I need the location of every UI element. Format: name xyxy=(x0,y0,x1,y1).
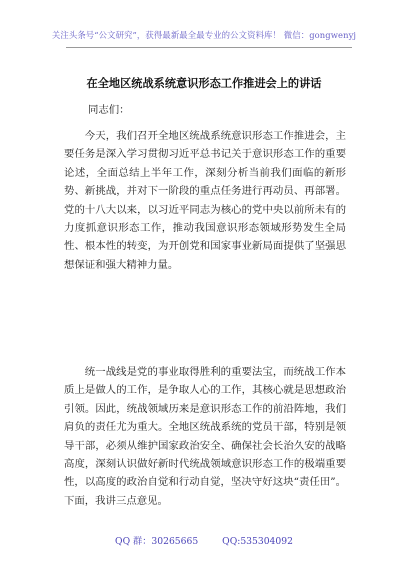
header-divider xyxy=(66,47,352,48)
paragraph-2: 统一战线是党的事业取得胜利的重要法宝，而统战工作本质上是做人的工作，是争取人心的工作，其核心就是思想政治引领。因此，统战领域历来是意识形态工作的前沿阵地，我们肩负的责任尤为重大。全地区统战系统的党员干部，特别是领导干部，必须从维护国家政治安全、确保社会长治久安的战略高度，深刻认识做好新时代统战领域意识形态工作的极端重要性，以高度的政治自觉和行动自觉，坚决守好这块“责任田”。下面，我讲三点意见。 xyxy=(64,366,346,507)
salutation: 同志们： xyxy=(88,104,130,116)
footer-qq-group: QQ 群：30265665 xyxy=(115,536,199,547)
footer-contact xyxy=(0,533,408,547)
paragraph-1: 今天，我们召开全地区统战系统意识形态工作推进会，主要任务是深入学习贯彻习近平总书记关于意识形态工作的重要论述，全面总结上半年工作，深刻分析当前我们面临的新形势、新挑战，并对下一阶段的重点任务进行再动员、再部署。党的十八大以来，以习近平同志为核心的党中央以前所未有的力度抓意识形态工作，推动我国意识形态领域形势发生全局性、根本性的转变，为开创党和国家事业新局面提供了坚强思想保证和强大精神力量。 xyxy=(64,130,346,271)
document-title: 在全地区统战系统意识形态工作推进会上的讲话 xyxy=(86,76,322,90)
header-note: 关注头条号“公文研究”，获得最新最全最专业的公文资料库！ 微信：gongwenyj xyxy=(51,30,357,40)
footer-qq-number: QQ:535304092 xyxy=(222,536,293,547)
